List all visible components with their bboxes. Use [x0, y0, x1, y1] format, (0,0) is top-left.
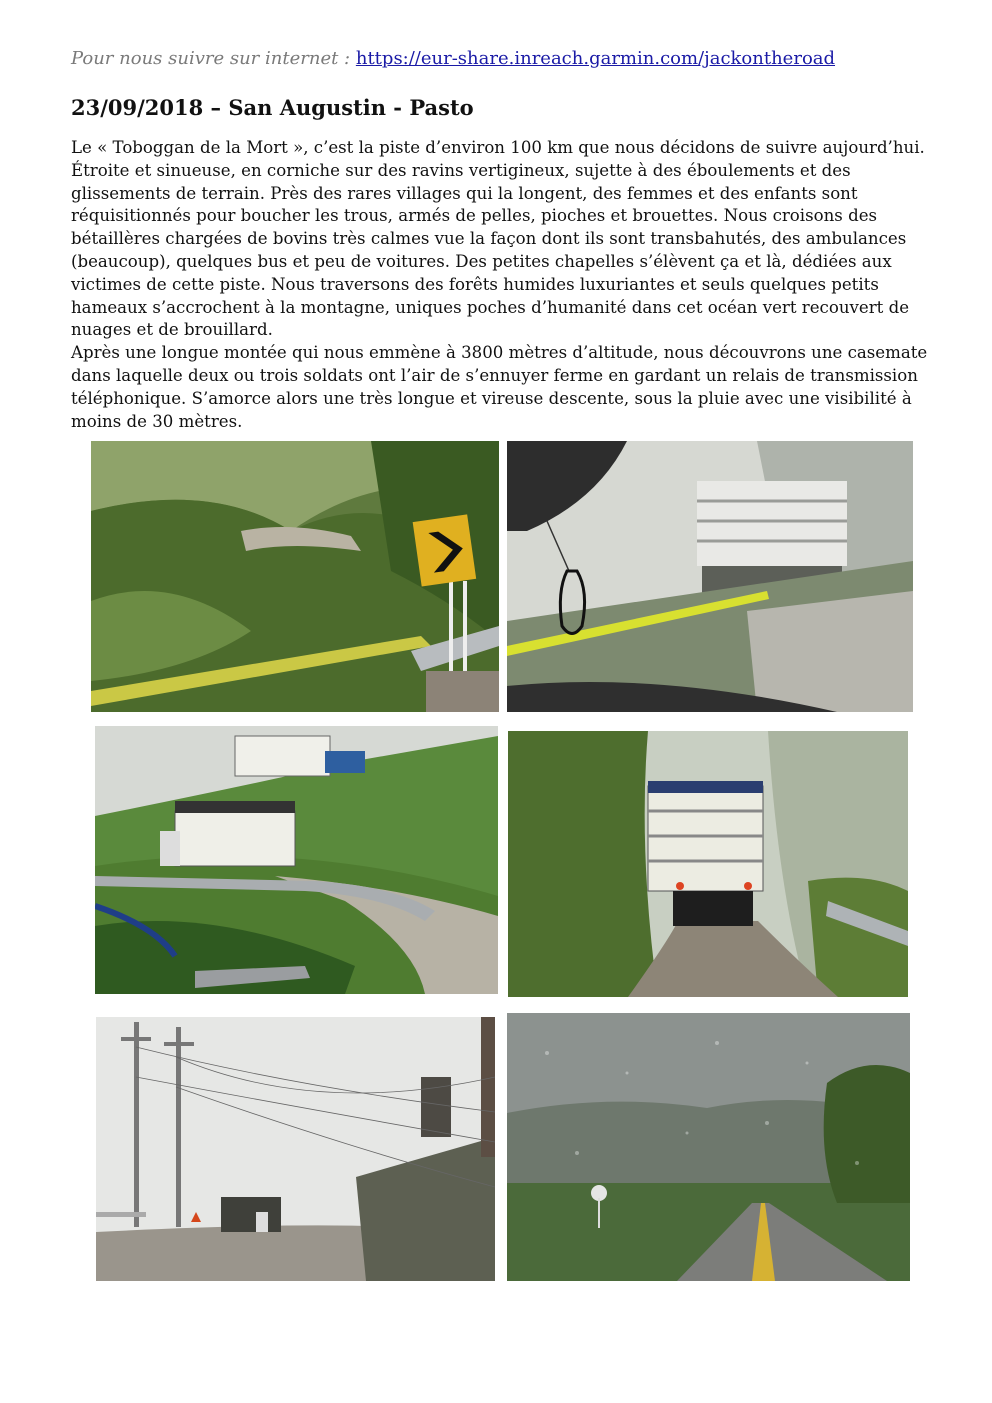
photo-rainy-road: [507, 1013, 910, 1281]
paragraph: Après une longue montée qui nous emmène à 3800 mètres d’altitude, nous découvrons une casemate dans laquelle deux ou trois soldats ont l’air de s’ennuyer ferme en gardant un relais de transmission téléphonique. S’amorce alors une très longue et vireuse descente, sous la pluie avec une visibilité à moins de 30 mètres.: [71, 343, 928, 431]
paragraph: Le « Toboggan de la Mort », c’est la piste d’environ 100 km que nous décidons de suivre aujourd’hui. Étroite et sinueuse, en corniche sur des ravins vertigineux, sujette à des éboulements et des glissements de terrain. Près des rares villages qui la longent, des femmes et des enfants sont réquisitionnés pour boucher les trous, armés de pelles, pioches et brouettes. Nous croisons des bétaillères chargées de bovins très calmes vue la façon dont ils sont transbahutés, des ambulances (beaucoup), quelques bus et peu de voitures. Des petites chapelles s’élèvent ça et là, dédiées aux victimes de cette piste. Nous traversons des forêts humides luxuriantes et seuls quelques petits hameaux s’accrochent à la montagne, uniques poches d’humanité dans cet océan vert recouvert de nuages et de brouillard.: [71, 138, 925, 340]
follow-us-line: [71, 46, 951, 72]
article-body: [71, 137, 941, 433]
photo-power-poles-bunker: [96, 1017, 495, 1281]
follow-us-label: Pour nous suivre sur internet :: [71, 48, 351, 69]
photo-trucks-switchback: [95, 726, 498, 994]
photo-foggy-truck-windshield: [507, 441, 913, 712]
photo-mountain-road-chevron: [91, 441, 499, 712]
tracking-link[interactable]: https://eur-share.inreach.garmin.com/jackontheroad: [355, 48, 836, 69]
page-title: 23/09/2018 – San Augustin - Pasto: [71, 95, 474, 120]
photo-truck-rear-narrow-road: [508, 731, 908, 997]
